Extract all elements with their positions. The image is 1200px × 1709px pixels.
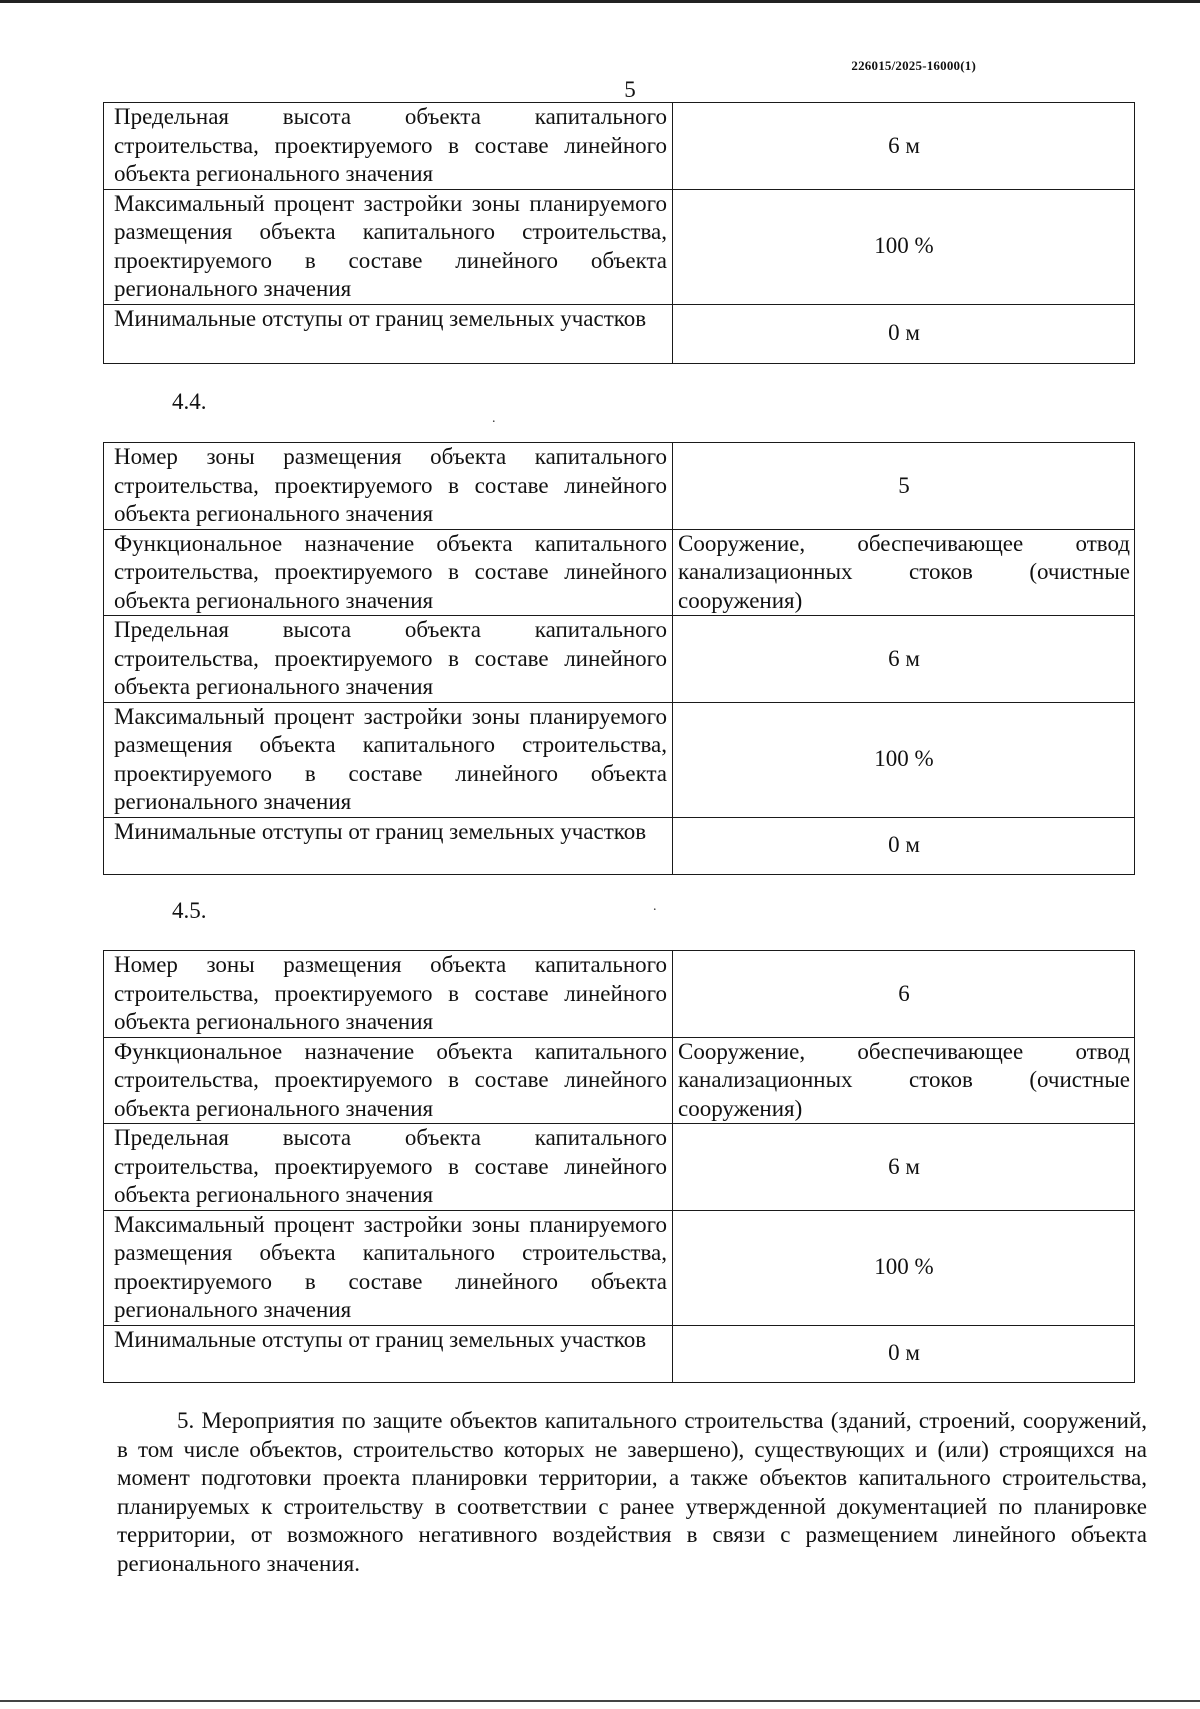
row-value: Сооружение, обеспечивающее отвод канализационных стоков (очистные сооружения) xyxy=(673,1037,1135,1124)
document-registration-number: 226015/2025-16000(1) xyxy=(851,58,976,73)
row-value: 5 xyxy=(673,443,1135,530)
page-number: 5 xyxy=(624,77,636,102)
table-row xyxy=(104,304,1135,363)
row-value: 6 м xyxy=(673,1124,1135,1211)
table-row xyxy=(104,817,1135,874)
table-row xyxy=(104,951,1135,1038)
row-label: Минимальные отступы от границ земельных участков xyxy=(104,817,673,874)
row-label: Предельная высота объекта капитального строительства, проектируемого в составе линейного объекта регионального значения xyxy=(104,616,673,703)
row-label: Функциональное назначение объекта капитального строительства, проектируемого в составе линейного объекта регионального значения xyxy=(104,529,673,616)
table-row xyxy=(104,1325,1135,1382)
row-label: Минимальные отступы от границ земельных участков xyxy=(104,304,673,363)
params-table-continued xyxy=(103,102,1135,364)
row-value: 100 % xyxy=(673,1210,1135,1325)
scan-speck: . xyxy=(492,411,496,426)
table-row xyxy=(104,1037,1135,1124)
section-number-4-5: 4.5. xyxy=(172,898,207,923)
table-row xyxy=(104,443,1135,530)
scan-top-edge xyxy=(0,0,1200,3)
section-5-paragraph: 5. Мероприятия по защите объектов капитального строительства (зданий, строений, сооружений, в том числе объектов, строительство которых не завершено), существующих и (или) строящихся на момент подготовки проекта планировки территории, а также объектов капитального строительства, планируемых к строительству в соответствии с ранее утвержденной документацией по планировке территории, от возможного негативного воздействия в связи с размещением линейного объекта регионального значения. xyxy=(117,1408,1147,1576)
table-row xyxy=(104,702,1135,817)
table-row xyxy=(104,103,1135,190)
row-label: Максимальный процент застройки зоны планируемого размещения объекта капитального строительства, проектируемого в составе линейного объекта регионального значения xyxy=(104,702,673,817)
table-row xyxy=(104,1124,1135,1211)
row-value: 0 м xyxy=(673,817,1135,874)
row-label: Номер зоны размещения объекта капитального строительства, проектируемого в составе линейного объекта регионального значения xyxy=(104,443,673,530)
row-label: Предельная высота объекта капитального строительства, проектируемого в составе линейного объекта регионального значения xyxy=(104,1124,673,1211)
table-row xyxy=(104,1210,1135,1325)
row-value: 0 м xyxy=(673,304,1135,363)
row-label: Номер зоны размещения объекта капитального строительства, проектируемого в составе линейного объекта регионального значения xyxy=(104,951,673,1038)
params-table-4-4 xyxy=(103,442,1135,875)
params-table-4-5 xyxy=(103,950,1135,1383)
scan-bottom-edge xyxy=(0,1700,1200,1702)
row-label: Минимальные отступы от границ земельных участков xyxy=(104,1325,673,1382)
scan-speck: . xyxy=(653,899,657,914)
row-value: 100 % xyxy=(673,189,1135,304)
row-label: Максимальный процент застройки зоны планируемого размещения объекта капитального строительства, проектируемого в составе линейного объекта регионального значения xyxy=(104,189,673,304)
row-value: 6 м xyxy=(673,103,1135,190)
row-label: Функциональное назначение объекта капитального строительства, проектируемого в составе линейного объекта регионального значения xyxy=(104,1037,673,1124)
row-value: 100 % xyxy=(673,702,1135,817)
table-row xyxy=(104,529,1135,616)
row-label: Предельная высота объекта капитального строительства, проектируемого в составе линейного объекта регионального значения xyxy=(104,103,673,190)
row-value: 6 м xyxy=(673,616,1135,703)
row-value: Сооружение, обеспечивающее отвод канализационных стоков (очистные сооружения) xyxy=(673,529,1135,616)
row-label: Максимальный процент застройки зоны планируемого размещения объекта капитального строительства, проектируемого в составе линейного объекта регионального значения xyxy=(104,1210,673,1325)
section-number-4-4: 4.4. xyxy=(172,389,207,414)
row-value: 6 xyxy=(673,951,1135,1038)
table-row xyxy=(104,616,1135,703)
row-value: 0 м xyxy=(673,1325,1135,1382)
table-row xyxy=(104,189,1135,304)
